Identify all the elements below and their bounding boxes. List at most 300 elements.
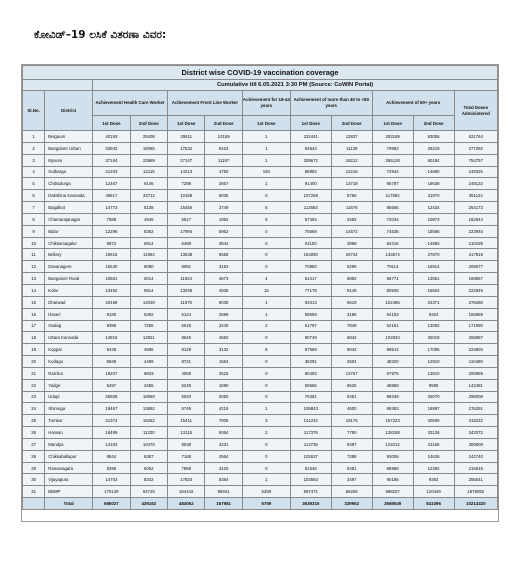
cell-45-60-dose2: 11678 (331, 202, 372, 214)
page-heading: ಕೋವಿಡ್–19 ಲಸಿಕೆ ವಿತರಣಾ ವಿವರ: (34, 29, 167, 41)
table-row (23, 237, 498, 249)
cell-district: Haveri (45, 308, 93, 320)
cell-flw-dose1: 4059 (168, 367, 205, 379)
table-row (23, 213, 498, 225)
cell-flw-dose1: 17532 (168, 142, 205, 154)
cell-hcw-dose1: 8844 (93, 450, 130, 462)
cell-18-44-dose1: 1 (242, 296, 290, 308)
cell-45-60-dose1: 103663 (290, 474, 331, 486)
cell-total: 621764 (454, 131, 497, 143)
cell-total: 265887 (454, 332, 497, 344)
cell-18-44-dose1: 160 (242, 166, 290, 178)
blank-cell (23, 80, 93, 91)
cell-60-plus-dose2: 17095 (413, 344, 454, 356)
total-60-plus-dose1: 3569549 (372, 498, 413, 510)
table-row (23, 344, 498, 356)
cell-60-plus-dose2: 18997 (413, 403, 454, 415)
cell-district: Mysore (45, 154, 93, 166)
cell-hcw-dose2: 9914 (130, 284, 167, 296)
cell-45-60-dose2: 7288 (331, 450, 372, 462)
cell-total: 342072 (454, 427, 497, 439)
table-title: District wise COVID-19 vaccination coverage (23, 66, 498, 80)
cell-60-plus-dose1: 72944 (372, 166, 413, 178)
cell-total: 277292 (454, 142, 497, 154)
cell-district: Raichur (45, 367, 93, 379)
cell-hcw-dose1: 9448 (93, 344, 130, 356)
cell-45-60-dose2: 66206 (331, 486, 372, 498)
cell-flw-dose1: 17994 (168, 225, 205, 237)
cell-60-plus-dose2: 21159 (413, 438, 454, 450)
cell-18-44-dose1: 1 (242, 403, 290, 415)
cell-60-plus-dose1: 85665 (372, 202, 413, 214)
cell-60-plus-dose1: 99383 (372, 403, 413, 415)
cell-hcw-dose2: 14039 (130, 296, 167, 308)
cell-60-plus-dose1: 88968 (372, 462, 413, 474)
cell-60-plus-dose1: 102465 (372, 296, 413, 308)
cell-hcw-dose1: 16499 (93, 427, 130, 439)
cell-60-plus-dose2: 14626 (413, 450, 454, 462)
cell-60-plus-dose1: 80505 (372, 284, 413, 296)
cell-18-44-dose1: 0 (242, 391, 290, 403)
cell-45-60-dose2: 28744 (331, 249, 372, 261)
cell-hcw-dose2: 10478 (130, 438, 167, 450)
cell-slno: 19 (23, 344, 45, 356)
cell-60-plus-dose1: 283189 (372, 131, 413, 143)
cell-district: Belgaum (45, 131, 93, 143)
cell-hcw-dose1: 40193 (93, 131, 130, 143)
cell-60-plus-dose1: 67975 (372, 367, 413, 379)
table-row (23, 320, 498, 332)
cell-hcw-dose2: 6052 (130, 462, 167, 474)
table-row (23, 332, 498, 344)
cell-hcw-dose2: 94729 (130, 486, 167, 498)
cell-hcw-dose1: 5497 (93, 379, 130, 391)
cell-60-plus-dose2: 16638 (413, 178, 454, 190)
table-row (23, 131, 498, 143)
cell-18-44-dose1: 0 (242, 190, 290, 202)
cell-slno: 1 (23, 131, 45, 143)
cell-hcw-dose1: 33942 (93, 142, 130, 154)
cell-district: Davanagere (45, 261, 93, 273)
cell-45-60-dose1: 77178 (290, 284, 331, 296)
cell-flw-dose2: 4219 (205, 403, 242, 415)
cell-hcw-dose2: 7255 (130, 320, 167, 332)
cell-district: Gadag (45, 320, 93, 332)
cell-total: 417919 (454, 249, 497, 261)
cell-60-plus-dose1: 72034 (372, 213, 413, 225)
cell-flw-dose1: 29511 (168, 131, 205, 143)
table-row (23, 486, 498, 498)
cell-slno: 16 (23, 308, 45, 320)
cell-hcw-dose1: 175149 (93, 486, 130, 498)
cell-45-60-dose2: 7790 (331, 427, 372, 439)
cell-45-60-dose1: 36291 (290, 356, 331, 368)
cell-hcw-dose2: 8342 (130, 474, 167, 486)
cell-flw-dose2: 9036 (205, 190, 242, 202)
cell-45-60-dose2: 13767 (331, 367, 372, 379)
cell-18-44-dose1: 1 (242, 142, 290, 154)
cell-60-plus-dose2: 15566 (413, 225, 454, 237)
total-flw-dose1: 484062 (168, 498, 205, 510)
cell-18-44-dose1: 5 (242, 202, 290, 214)
cell-60-plus-dose1: 56771 (372, 273, 413, 285)
cell-18-44-dose1: 1 (242, 474, 290, 486)
cell-total: 208677 (454, 261, 497, 273)
cell-60-plus-dose1: 117892 (372, 190, 413, 202)
cell-45-60-dose2: 9149 (331, 284, 372, 296)
cell-hcw-dose2: 18569 (130, 391, 167, 403)
cell-45-60-dose2: 3898 (331, 237, 372, 249)
header-60-plus-dose2: 2nd Dose (413, 116, 454, 131)
header-45-60: Achievement of more than 45 to <60 years (290, 91, 372, 116)
cell-flw-dose2: 9039 (205, 296, 242, 308)
cell-45-60-dose1: 61797 (290, 320, 331, 332)
cell-district: Bagalkot (45, 202, 93, 214)
cell-flw-dose2: 1664 (205, 356, 242, 368)
cell-flw-dose1: 11970 (168, 296, 205, 308)
cell-60-plus-dose1: 84316 (372, 237, 413, 249)
cell-60-plus-dose1: 90186 (372, 474, 413, 486)
cell-60-plus-dose2: 16914 (413, 261, 454, 273)
cell-total: 298008 (454, 391, 497, 403)
cell-district: Dakshina Kannada (45, 190, 93, 202)
cell-18-44-dose1: 1 (242, 308, 290, 320)
cell-60-plus-dose1: 128188 (372, 427, 413, 439)
cell-45-60-dose1: 70850 (290, 261, 331, 273)
cell-60-plus-dose1: 124012 (372, 438, 413, 450)
cell-total: 1878082 (454, 486, 497, 498)
cell-hcw-dose1: 5849 (93, 356, 130, 368)
cell-flw-dose2: 6424 (205, 142, 242, 154)
cell-district: Mandya (45, 438, 93, 450)
cell-60-plus-dose1: 95787 (372, 178, 413, 190)
cell-60-plus-dose2: 15504 (413, 284, 454, 296)
cell-60-plus-dose2: 9382 (413, 474, 454, 486)
cell-18-44-dose1: 0 (242, 462, 290, 474)
cell-hcw-dose1: 14816 (93, 332, 130, 344)
cell-flw-dose2: 4673 (205, 273, 242, 285)
cell-60-plus-dose2: 12392 (413, 462, 454, 474)
cell-45-60-dose2: 6842 (331, 332, 372, 344)
cell-flw-dose1: 6619 (168, 320, 205, 332)
cell-slno: 24 (23, 403, 45, 415)
cell-45-60-dose1: 75669 (290, 225, 331, 237)
cell-hcw-dose1: 9872 (93, 237, 130, 249)
cell-flw-dose2: 2699 (205, 308, 242, 320)
cell-60-plus-dose2: 12810 (413, 356, 454, 368)
cell-hcw-dose2: 6814 (130, 237, 167, 249)
table-row (23, 308, 498, 320)
cell-60-plus-dose2: 31970 (413, 190, 454, 202)
cell-60-plus-dose1: 79982 (372, 142, 413, 154)
cell-45-60-dose1: 113735 (290, 438, 331, 450)
cell-slno: 11 (23, 249, 45, 261)
cell-district: Kolar (45, 284, 93, 296)
cell-hcw-dose2: 9146 (130, 178, 167, 190)
cell-district: Dharwad (45, 296, 93, 308)
cell-total: 110499 (454, 356, 497, 368)
cell-total: 162944 (454, 213, 497, 225)
cell-flw-dose2: 4750 (205, 166, 242, 178)
table-row (23, 415, 498, 427)
cell-60-plus-dose2: 12424 (413, 202, 454, 214)
cell-hcw-dose1: 21203 (93, 166, 130, 178)
cell-45-60-dose1: 91400 (290, 178, 331, 190)
cell-flw-dose1: 5517 (168, 213, 205, 225)
cell-flw-dose1: 8645 (168, 332, 205, 344)
cell-45-60-dose1: 309672 (290, 154, 331, 166)
cell-45-60-dose1: 80493 (290, 367, 331, 379)
cell-60-plus-dose2: 13810 (413, 367, 454, 379)
cell-hcw-dose2: 33712 (130, 190, 167, 202)
cell-flw-dose2: 5962 (205, 225, 242, 237)
cell-slno: 22 (23, 379, 45, 391)
cell-60-plus-dose2: 24371 (413, 296, 454, 308)
cell-district: Uttara Kannada (45, 332, 93, 344)
header-hcw: Achievement Health Care Worker (93, 91, 168, 116)
cell-flw-dose2: 2515 (205, 367, 242, 379)
cell-60-plus-dose2: 13551 (413, 273, 454, 285)
cell-60-plus-dose2: 25019 (413, 332, 454, 344)
cell-45-60-dose1: 93313 (290, 296, 331, 308)
cell-60-plus-dose2: 10973 (413, 213, 454, 225)
cell-45-60-dose2: 6892 (331, 273, 372, 285)
cell-60-plus-dose1: 79114 (372, 261, 413, 273)
cell-total: 249326 (454, 166, 497, 178)
cell-60-plus-dose1: 74535 (372, 225, 413, 237)
cell-hcw-dose2: 16252 (130, 415, 167, 427)
cell-slno: 13 (23, 273, 45, 285)
cell-flw-dose2: 5565 (205, 249, 242, 261)
cell-60-plus-dose2: 14680 (413, 166, 454, 178)
cell-hcw-dose1: 19467 (93, 403, 130, 415)
table-row (23, 190, 498, 202)
cell-district: Gulbarga (45, 166, 93, 178)
cell-45-60-dose2: 3497 (331, 474, 372, 486)
cell-total: 276286 (454, 296, 497, 308)
cell-60-plus-dose2: 93055 (413, 131, 454, 143)
cell-slno: 25 (23, 415, 45, 427)
cell-45-60-dose1: 59659 (290, 308, 331, 320)
cell-45-60-dose1: 81546 (290, 462, 331, 474)
cell-flw-dose1: 7868 (168, 462, 205, 474)
cell-hcw-dose1: 13492 (93, 284, 130, 296)
cell-slno: 12 (23, 261, 45, 273)
cell-45-60-dose2: 19176 (331, 415, 372, 427)
cell-hcw-dose1: 14773 (93, 202, 130, 214)
cell-60-plus-dose1: 89514 (372, 344, 413, 356)
cell-60-plus-dose2: 29219 (413, 142, 454, 154)
cell-18-44-dose1: 0 (242, 438, 290, 450)
cell-18-44-dose1: 2 (242, 427, 290, 439)
cell-slno: 21 (23, 367, 45, 379)
table-row (23, 202, 498, 214)
cell-60-plus-dose2: 9585 (413, 379, 454, 391)
cell-hcw-dose2: 11953 (130, 249, 167, 261)
header-flw: Achievement Front Line Worker (168, 91, 243, 116)
cell-60-plus-dose1: 102833 (372, 332, 413, 344)
cell-flw-dose1: 7188 (168, 450, 205, 462)
cell-45-60-dose2: 11139 (331, 142, 372, 154)
cell-60-plus-dose2: 14983 (413, 237, 454, 249)
cell-hcw-dose2: 11220 (130, 427, 167, 439)
cell-flw-dose2: 2564 (205, 450, 242, 462)
cell-district: Vijayapura (45, 474, 93, 486)
cell-total: 264173 (454, 202, 497, 214)
cell-district: Chikkaballapur (45, 450, 93, 462)
header-hcw-dose1: 1st Dose (93, 116, 130, 131)
cell-60-plus-dose2: 13082 (413, 320, 454, 332)
cell-18-44-dose1: 0 (242, 261, 290, 273)
cell-flw-dose2: 3749 (205, 202, 242, 214)
table-row (23, 391, 498, 403)
cell-flw-dose2: 4936 (205, 284, 242, 296)
cell-60-plus-dose2: 120449 (413, 486, 454, 498)
header-flw-dose1: 1st Dose (168, 116, 205, 131)
cell-slno: 31 (23, 486, 45, 498)
cell-45-60-dose2: 6619 (331, 296, 372, 308)
cell-flw-dose1: 6124 (168, 308, 205, 320)
cell-flw-dose2: 4231 (205, 438, 242, 450)
cell-flw-dose2: 3844 (205, 237, 242, 249)
cell-45-60-dose1: 107259 (290, 190, 331, 202)
table-row (23, 438, 498, 450)
header-45-60-dose1: 1st Dose (290, 116, 331, 131)
table-row (23, 249, 498, 261)
cell-total: 249132 (454, 178, 497, 190)
cell-flw-dose1: 8129 (168, 344, 205, 356)
cell-total: 361124 (454, 190, 497, 202)
cell-18-44-dose1: 0 (242, 225, 290, 237)
table-row (23, 273, 498, 285)
cell-flw-dose2: 1690 (205, 379, 242, 391)
cell-slno: 9 (23, 225, 45, 237)
cell-hcw-dose1: 48617 (93, 190, 130, 202)
table-row (23, 296, 498, 308)
cell-18-44-dose1: 1 (242, 154, 290, 166)
cell-total: 242740 (454, 450, 497, 462)
cell-60-plus-dose2: 60184 (413, 154, 454, 166)
cell-district: Chikkamagalur (45, 237, 93, 249)
cell-hcw-dose1: 10561 (93, 273, 130, 285)
cell-60-plus-dose2: 26070 (413, 391, 454, 403)
cell-total: 142481 (454, 379, 497, 391)
table-subtitle: Cumulative till 6.05.2021 3:30 PM (Source: CoWIN Portal) (93, 80, 498, 91)
cell-hcw-dose1: 18207 (93, 367, 130, 379)
cell-hcw-dose1: 37184 (93, 154, 130, 166)
cell-flw-dose1: 10158 (168, 190, 205, 202)
cell-total: 224803 (454, 344, 497, 356)
cell-18-44-dose1: 0 (242, 450, 290, 462)
cell-district: Yadgir (45, 379, 93, 391)
cell-18-44-dose1: 0 (242, 356, 290, 368)
cell-hcw-dose2: 18095 (130, 142, 167, 154)
cell-flw-dose2: 10159 (205, 131, 242, 143)
cell-flw-dose2: 1992 (205, 213, 242, 225)
total-hcw-dose1: 685027 (93, 498, 130, 510)
cell-60-plus-dose2: 33126 (413, 427, 454, 439)
cell-hcw-dose1: 21374 (93, 415, 130, 427)
cell-45-60-dose2: 5766 (331, 190, 372, 202)
cell-flw-dose2: 3240 (205, 320, 242, 332)
cell-total: 171990 (454, 320, 497, 332)
cell-45-60-dose1: 154050 (290, 249, 331, 261)
total-45-60-dose1: 3639315 (290, 498, 331, 510)
cell-flw-dose1: 5248 (168, 379, 205, 391)
vaccination-table (22, 65, 498, 510)
cell-60-plus-dose1: 48320 (372, 356, 413, 368)
cell-hcw-dose1: 12467 (93, 178, 130, 190)
table-row (23, 154, 498, 166)
cell-hcw-dose2: 9080 (130, 261, 167, 273)
cell-slno: 7 (23, 202, 45, 214)
header-18-44: Achievement for 18-44 years (242, 91, 290, 116)
cell-45-60-dose2: 9042 (331, 344, 372, 356)
cell-hcw-dose2: 3455 (130, 379, 167, 391)
cell-45-60-dose2: 3186 (331, 308, 372, 320)
cell-flw-dose2: 5064 (205, 427, 242, 439)
cell-45-60-dose1: 76381 (290, 391, 331, 403)
cell-45-60-dose2: 6295 (331, 261, 372, 273)
cell-flw-dose1: 15411 (168, 415, 205, 427)
cell-flw-dose1: 13115 (168, 427, 205, 439)
total-hcw-dose2: 439162 (130, 498, 167, 510)
cell-district: Koppal (45, 344, 93, 356)
cell-slno: 28 (23, 450, 45, 462)
cell-flw-dose1: 6488 (168, 237, 205, 249)
cell-45-60-dose1: 59565 (290, 379, 331, 391)
cell-60-plus-dose2: 27870 (413, 249, 454, 261)
header-60-plus-dose1: 1st Dose (372, 116, 413, 131)
cell-45-60-dose2: 18212 (331, 154, 372, 166)
cell-45-60-dose2: 5481 (331, 462, 372, 474)
cell-45-60-dose2: 7848 (331, 320, 372, 332)
cell-hcw-dose2: 12821 (130, 332, 167, 344)
cell-flw-dose2: 3050 (205, 391, 242, 403)
header-district: District (45, 91, 93, 131)
cell-district: Bellary (45, 249, 93, 261)
table-row (23, 225, 498, 237)
cell-hcw-dose2: 4945 (130, 213, 167, 225)
cell-hcw-dose2: 8138 (130, 202, 167, 214)
cell-60-plus-dose1: 98349 (372, 391, 413, 403)
cell-slno: 29 (23, 462, 45, 474)
table-row (23, 450, 498, 462)
cell-45-60-dose2: 3482 (331, 213, 372, 225)
cell-hcw-dose2: 12118 (130, 166, 167, 178)
table-row (23, 178, 498, 190)
cell-45-60-dose1: 84844 (290, 142, 331, 154)
cell-slno: 27 (23, 438, 45, 450)
cell-district: BBMP (45, 486, 93, 498)
header-45-60-dose2: 2nd Dose (331, 116, 372, 131)
cell-district: Hassan (45, 427, 93, 439)
table-row (23, 474, 498, 486)
cell-18-44-dose1: 5359 (242, 486, 290, 498)
cell-hcw-dose2: 23969 (130, 154, 167, 166)
cell-slno: 4 (23, 166, 45, 178)
cell-60-plus-dose1: 48868 (372, 379, 413, 391)
cell-18-44-dose1: 1 (242, 178, 290, 190)
cell-flw-dose1: 9038 (168, 438, 205, 450)
cell-flw-dose2: 3153 (205, 261, 242, 273)
cell-district: Udupi (45, 391, 93, 403)
cell-flw-dose2: 11197 (205, 154, 242, 166)
total-total: 10214320 (454, 498, 497, 510)
cell-flw-dose2: 5384 (205, 474, 242, 486)
cell-18-44-dose1: 9 (242, 213, 290, 225)
cell-flw-dose1: 7298 (168, 178, 205, 190)
